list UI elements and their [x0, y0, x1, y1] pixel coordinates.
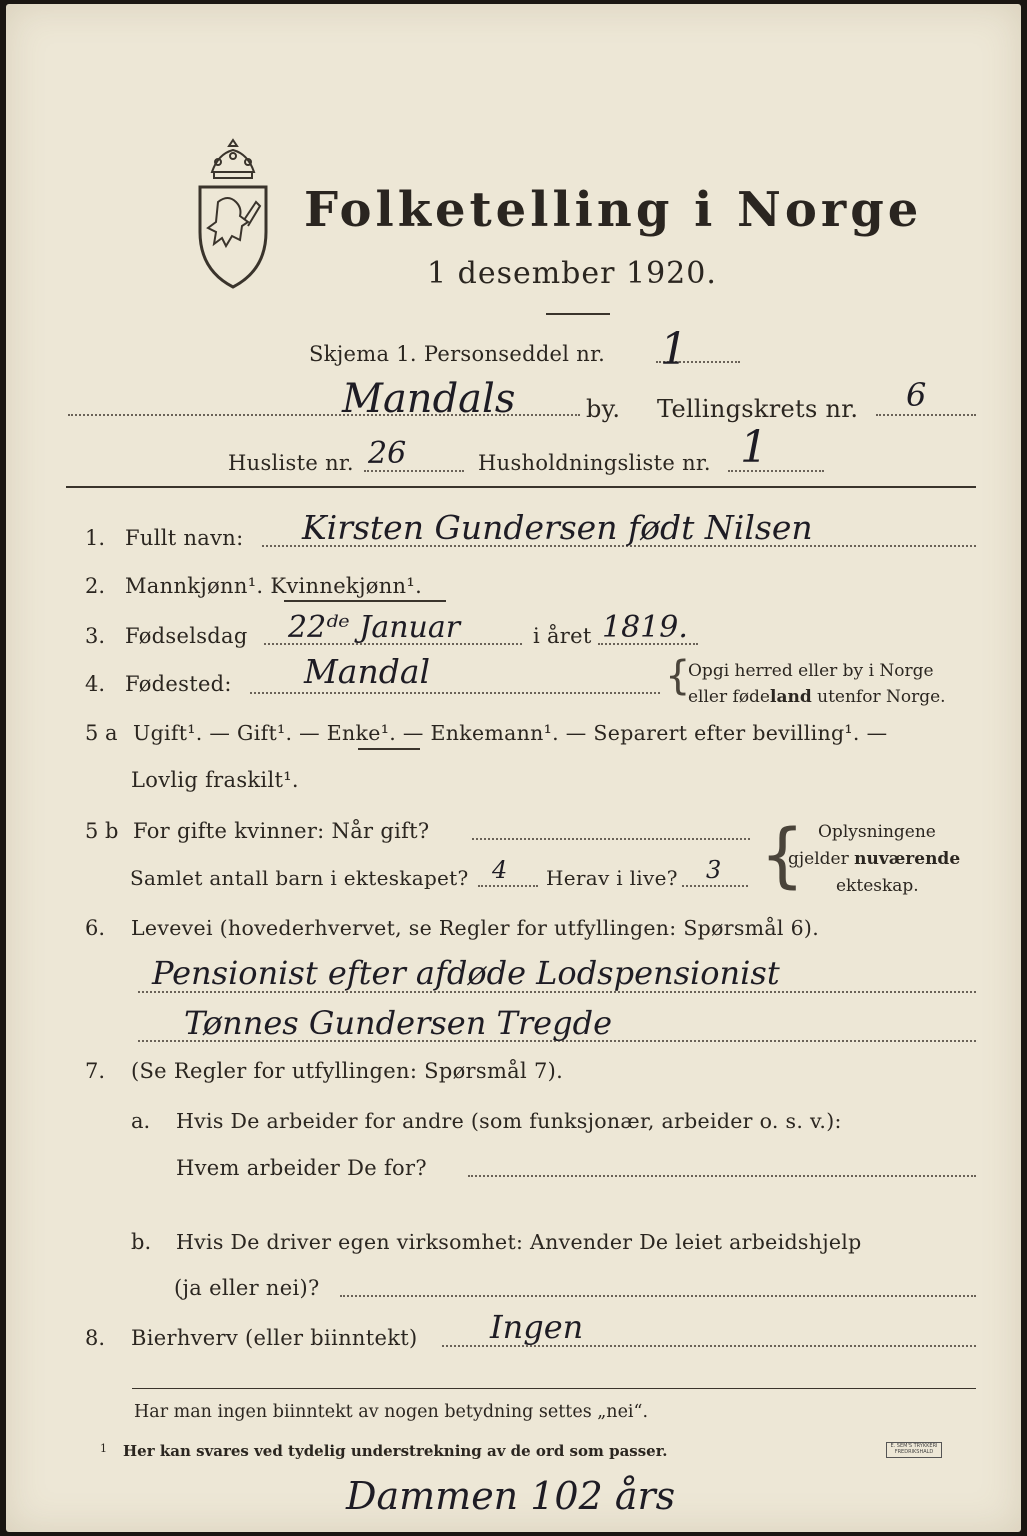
q3-label: Fødselsdag [125, 624, 248, 648]
q1-value: Kirsten Gundersen født Nilsen [302, 508, 813, 547]
q3-year-value: 1819. [602, 610, 688, 645]
husliste-nr-value: 26 [368, 436, 407, 471]
footnote-text: Her kan svares ved tydelig understrekning av de ord som passer. [123, 1442, 668, 1460]
personseddel-nr-value: 1 [660, 324, 688, 375]
city-value: Mandals [342, 376, 516, 422]
by-label: by. [586, 395, 621, 423]
footer-divider [132, 1388, 976, 1389]
census-date: 1 desember 1920. [427, 256, 717, 291]
q5b-children-line [478, 885, 538, 887]
q6-label: Levevei (hovederhvervet, se Regler for utfyllingen: Spørsmål 6). [131, 916, 820, 940]
q7a-number: a. [131, 1109, 151, 1133]
q5b-children-label: Samlet antall barn i ekteskapet? [130, 866, 469, 890]
q2-number: 2. [85, 574, 106, 598]
q5a-line1: Ugift¹. — Gift¹. — Enke¹. — Enkemann¹. — Separert efter bevilling¹. — [133, 721, 888, 745]
q5a-underline-enke [358, 748, 420, 750]
q4-note-line2 [688, 687, 946, 707]
q4-note-brace: { [665, 653, 691, 699]
q3-date-value: 22ᵈᵉ Januar [288, 610, 461, 645]
q4-note-text-c: utenfor Norge. [811, 687, 946, 707]
q5b-note-text-bold: nuværende [854, 849, 961, 869]
tellingskrets-nr-line [876, 414, 976, 416]
q3-year-label: i året [533, 624, 592, 648]
husholdning-label: Husholdningsliste nr. [478, 451, 711, 475]
q5b-note-text-a: gjelder [788, 849, 855, 869]
q7-number: 7. [85, 1059, 106, 1083]
q7a-line [468, 1175, 976, 1177]
footnote-number: 1 [100, 1442, 107, 1455]
q7a-text: Hvis De arbeider for andre (som funksjonær, arbeider o. s. v.): [176, 1109, 842, 1133]
q6-number: 6. [85, 916, 106, 940]
q5b-alive-label: Herav i live? [546, 866, 678, 890]
q2-underline-kvinnekjonn [284, 600, 446, 602]
skjema-label: Skjema 1. Personseddel nr. [309, 342, 606, 366]
q4-value: Mandal [304, 652, 431, 691]
q7b-question: (ja eller nei)? [174, 1276, 320, 1300]
husholdning-nr-value: 1 [740, 422, 768, 473]
printer-stamp: E. SEM'S TRYKKERI FREDRIKSHALD [886, 1442, 942, 1458]
header-divider [66, 486, 976, 488]
q4-note-text-bold: land [770, 687, 812, 707]
q8-number: 8. [85, 1326, 106, 1350]
q5b-married-line [472, 838, 750, 840]
q5a-number: 5 a [85, 721, 118, 745]
q4-note-text-a: eller føde [688, 687, 770, 707]
q3-number: 3. [85, 624, 106, 648]
tellingskrets-label: Tellingskrets nr. [657, 395, 859, 423]
q5a-line2: Lovlig fraskilt¹. [131, 768, 299, 792]
q5b-children-value: 4 [492, 856, 508, 884]
tellingskrets-nr-value: 6 [906, 376, 927, 414]
q5b-note-brace: { [760, 814, 805, 896]
q1-number: 1. [85, 526, 106, 550]
q4-label: Fødested: [125, 672, 232, 696]
q6-value2: Tønnes Gundersen Tregde [184, 1004, 612, 1042]
form-title: Folketelling i Norge [304, 182, 923, 238]
q7b-line [340, 1295, 976, 1297]
q5b-note-line3: ekteskap. [836, 876, 919, 896]
q8-value: Ingen [490, 1308, 584, 1346]
q5b-alive-line [682, 885, 748, 887]
title-divider [546, 313, 610, 315]
q5b-number: 5 b [85, 819, 119, 843]
footer-note: Har man ingen biinntekt av nogen betydning settes „nei“. [134, 1402, 649, 1422]
q5b-label: For gifte kvinner: Når gift? [133, 819, 430, 843]
q7b-text: Hvis De driver egen virksomhet: Anvender De leiet arbeidshjelp [176, 1230, 862, 1254]
q6-value1: Pensionist efter afdøde Lodspensionist [152, 954, 780, 992]
q1-label: Fullt navn: [125, 526, 244, 550]
q8-label: Bierhverv (eller biinntekt) [131, 1326, 418, 1350]
q2-label: Mannkjønn¹. Kvinnekjønn¹. [125, 574, 423, 598]
q4-note-line1: Opgi herred eller by i Norge [688, 661, 934, 681]
q5b-alive-value: 3 [706, 856, 722, 884]
census-form [6, 4, 1021, 1532]
q4-number: 4. [85, 672, 106, 696]
husliste-label: Husliste nr. [228, 451, 354, 475]
archive-annotation: Dammen 102 års [346, 1474, 676, 1518]
q5b-note-line1: Oplysningene [818, 822, 936, 842]
q7a-question: Hvem arbeider De for? [176, 1156, 427, 1180]
q7-label: (Se Regler for utfyllingen: Spørsmål 7). [131, 1059, 564, 1083]
q7b-number: b. [131, 1230, 152, 1254]
q5b-note-line2 [788, 849, 960, 869]
coat-of-arms-logo [188, 132, 278, 292]
q4-line [250, 692, 660, 694]
